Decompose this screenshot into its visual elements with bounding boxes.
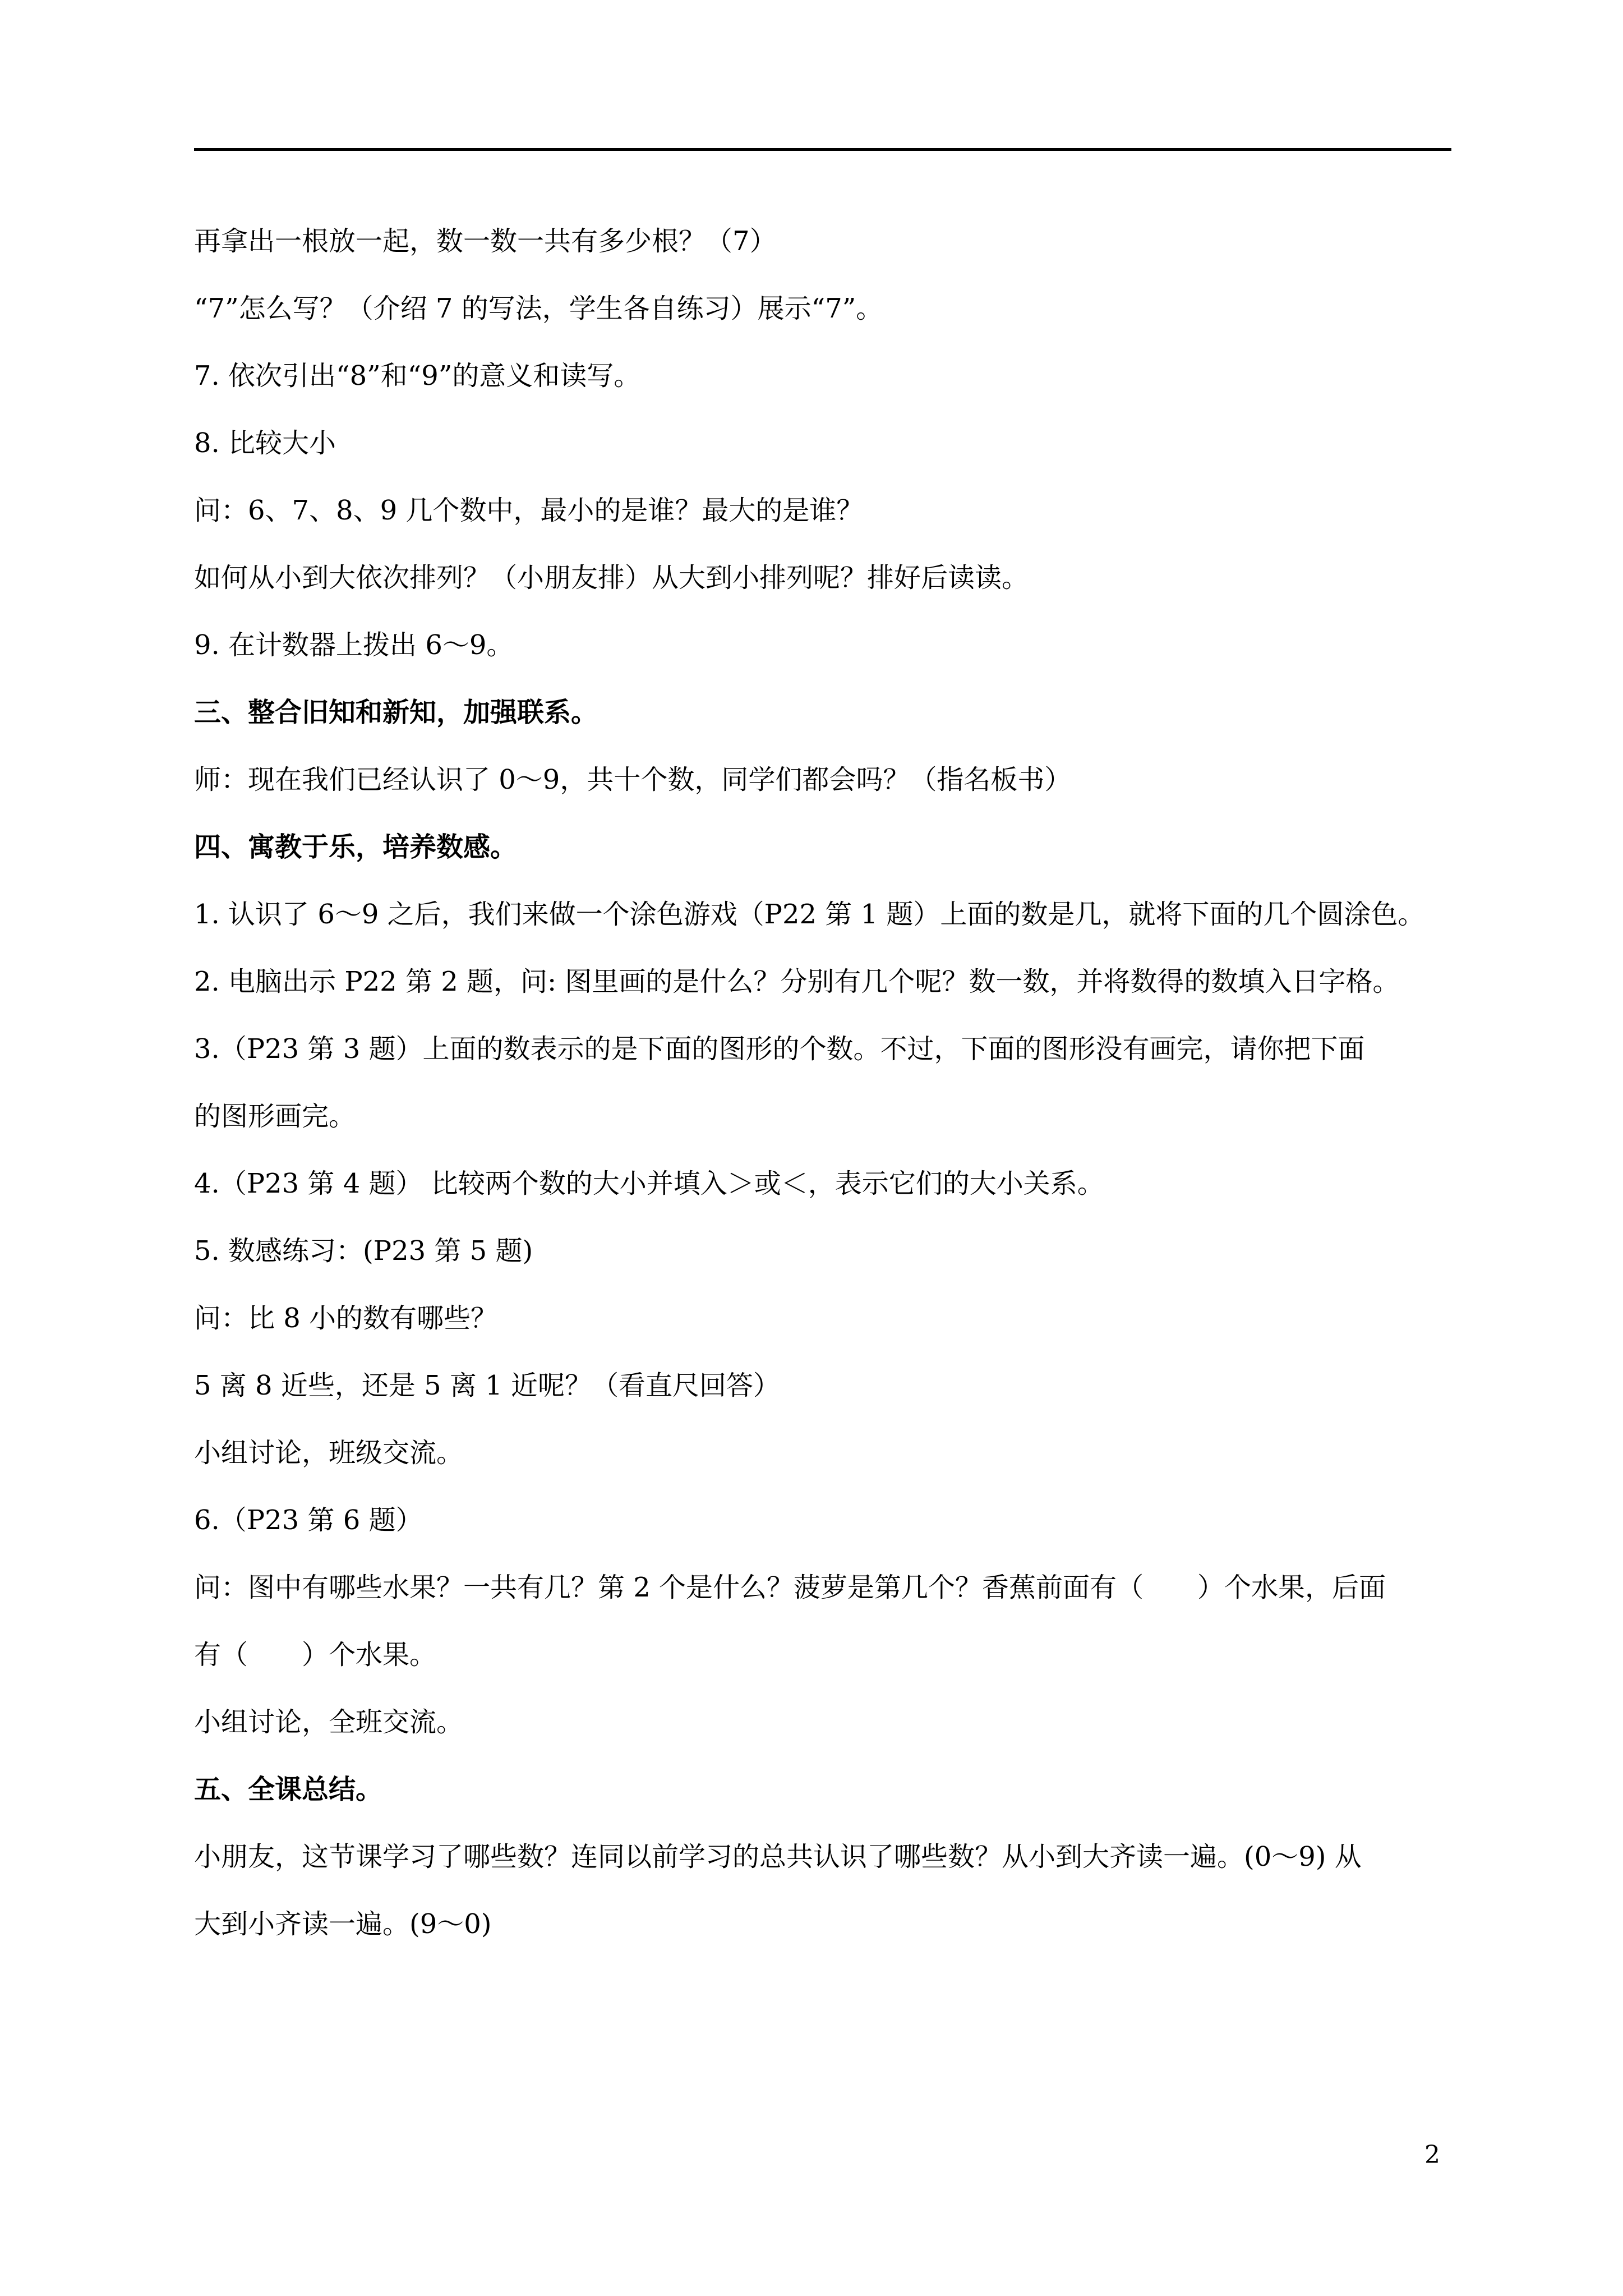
section-heading: 五、全课总结。 [194, 1774, 383, 1805]
paragraph-line: 问：图中有哪些水果？一共有几？第 2 个是什么？菠萝是第几个？香蕉前面有（ ）个水果，后面 [194, 1572, 1386, 1603]
paragraph-line: 再拿出一根放一起，数一数一共有多少根？（7） [194, 226, 777, 257]
paragraph-line: 有（ ）个水果。 [194, 1639, 437, 1671]
paragraph-line: 6.（P23 第 6 题） [194, 1504, 423, 1536]
paragraph-line: 8. 比较大小 [194, 427, 336, 459]
paragraph-line: 小朋友，这节课学习了哪些数？连同以前学习的总共认识了哪些数？从小到大齐读一遍。(0～9) 从 [194, 1841, 1362, 1872]
paragraph-line: 4.（P23 第 4 题） 比较两个数的大小并填入＞或＜，表示它们的大小关系。 [194, 1168, 1104, 1199]
paragraph-line: 5 离 8 近些，还是 5 离 1 近呢？（看直尺回答） [194, 1370, 780, 1401]
paragraph-line: 问：比 8 小的数有哪些？ [194, 1303, 498, 1334]
paragraph-line: 小组讨论，班级交流。 [194, 1437, 464, 1469]
section-heading: 四、寓教于乐，培养数感。 [194, 831, 518, 863]
paragraph-line: 1. 认识了 6～9 之后，我们来做一个涂色游戏（P22 第 1 题）上面的数是几，就将下面的几个圆涂色。 [194, 899, 1425, 930]
paragraph-line: 7. 依次引出“8”和“9”的意义和读写。 [194, 360, 641, 392]
paragraph-line: 5. 数感练习：(P23 第 5 题) [194, 1235, 533, 1267]
paragraph-line: “7”怎么写？（介绍 7 的写法，学生各自练习）展示“7”。 [194, 293, 883, 324]
page-number: 2 [1424, 2141, 1440, 2169]
header-rule [194, 148, 1451, 151]
paragraph-line: 小组讨论，全班交流。 [194, 1706, 464, 1738]
section-heading: 三、整合旧知和新知，加强联系。 [194, 697, 598, 728]
paragraph-line: 问：6、7、8、9 几个数中，最小的是谁？最大的是谁？ [194, 495, 864, 526]
paragraph-line: 的图形画完。 [194, 1101, 356, 1132]
paragraph-line: 2. 电脑出示 P22 第 2 题，问: 图里画的是什么？分别有几个呢？数一数，并将数得的数填入日字格。 [194, 966, 1400, 997]
paragraph-line: 大到小齐读一遍。(9～0) [194, 1908, 492, 1940]
paragraph-line: 师：现在我们已经认识了 0～9，共十个数，同学们都会吗？（指名板书） [194, 764, 1072, 795]
paragraph-line: 如何从小到大依次排列？（小朋友排）从大到小排列呢？排好后读读。 [194, 562, 1029, 593]
paragraph-line: 3.（P23 第 3 题）上面的数表示的是下面的图形的个数。不过，下面的图形没有画完，请你把下面 [194, 1033, 1365, 1065]
paragraph-line: 9. 在计数器上拨出 6～9。 [194, 629, 514, 661]
document-body [194, 208, 1453, 1958]
